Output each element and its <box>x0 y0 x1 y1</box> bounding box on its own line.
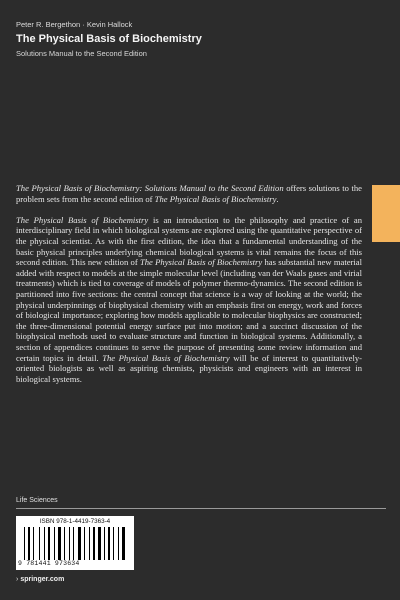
barcode-stripe <box>33 527 34 560</box>
barcode-stripe <box>41 527 43 560</box>
barcode-stripe <box>58 527 61 560</box>
barcode-stripe <box>48 527 50 560</box>
book-subtitle: Solutions Manual to the Second Edition <box>16 49 147 58</box>
barcode-stripe <box>84 527 85 560</box>
authors: Peter R. Bergethon · Kevin Hallock <box>16 20 133 29</box>
blurb-title-ref: The Physical Basis of Biochemistry <box>154 193 277 204</box>
barcode-stripe <box>78 527 81 560</box>
blurb-text: offers solutions to the problem sets from the second edition of <box>16 183 362 204</box>
blurb-paragraph-2 <box>16 215 362 385</box>
barcode-stripe <box>118 527 119 560</box>
blurb-title-ref: The Physical Basis of Biochemistry <box>139 257 263 268</box>
barcode-stripe <box>69 527 70 560</box>
barcode-stripe <box>64 527 65 560</box>
barcode-stripe <box>122 527 125 560</box>
subject-category: Life Sciences <box>16 497 58 504</box>
barcode-stripe <box>66 527 68 560</box>
publisher-link[interactable] <box>16 576 64 583</box>
book-title: The Physical Basis of Biochemistry <box>16 33 202 45</box>
barcode-stripe <box>75 527 77 560</box>
blurb-paragraph-1 <box>16 183 362 204</box>
barcode-icon <box>24 527 128 560</box>
barcode-stripe <box>86 527 88 560</box>
barcode-stripe <box>35 527 38 560</box>
barcode-stripe <box>51 527 53 560</box>
publisher-url: springer.com <box>20 576 65 583</box>
barcode-stripe <box>24 527 25 560</box>
barcode-stripe <box>115 527 117 560</box>
barcode-stripe <box>62 527 63 560</box>
barcode-stripe <box>31 527 32 560</box>
barcode-stripe <box>44 527 45 560</box>
barcode-stripe <box>71 527 72 560</box>
blurb <box>16 183 362 395</box>
barcode-stripe <box>96 527 97 560</box>
blurb-title-ref: The Physical Basis of Biochemistry <box>16 214 149 225</box>
barcode-stripe <box>89 527 90 560</box>
accent-tab <box>372 185 400 242</box>
blurb-text: has substantial new material added with respect to models at the simple molecular level (including van der Waals gases and virial treatments) which is tied to coverage of models of polymer thermo-dynamics. The second edition is partitioned into five sections: the central concept that science is a way of looking at the world; the physical underpinnings of biophysical chemistry with an emphasis first on energy, work and forces of biological importance; exploring how models applicable to molecular biophysics are constructed; the three-dimensional potential energy surface put into motion; and a succinct discussion of the biophysical methods used to evaluate structure and function in biological systems. Additionally, a section of appendices continues to serve the purpose of presenting some review information and certain topics in detail. <box>16 257 362 363</box>
barcode-digits: 9 781441 973634 <box>18 560 80 567</box>
blurb-text: is an introduction to the philosophy and practice of an interdisciplinary field in which biological systems are explored using the quantitative perspective of the physical scientist. As with the first edition, the idea that a fundamental understanding of the basic physical principles underlying chemical biological systems is vital remains the focus of this second edition. This new edition of <box>16 214 362 268</box>
barcode-stripe <box>82 527 83 560</box>
barcode-stripe <box>54 527 55 560</box>
barcode-stripe <box>91 527 92 560</box>
barcode-stripe <box>113 527 114 560</box>
barcode-stripe <box>108 527 110 560</box>
barcode-stripe <box>46 527 47 560</box>
barcode-stripe <box>102 527 103 560</box>
barcode-stripe <box>28 527 30 560</box>
barcode-stripe <box>26 527 27 560</box>
barcode-stripe <box>39 527 40 560</box>
blurb-text: . <box>276 193 279 204</box>
barcode-stripe <box>111 527 112 560</box>
blurb-text: will be of interest to quantitatively-oriented biologists as well as aspiring chemists, physicists and engineers with an interest in biological systems. <box>16 352 363 384</box>
barcode-stripe <box>106 527 107 560</box>
barcode-stripe <box>93 527 95 560</box>
chevron-right-icon: › <box>16 576 19 583</box>
barcode-stripe <box>73 527 74 560</box>
barcode-stripe <box>98 527 101 560</box>
blurb-title-ref: The Physical Basis of Biochemistry: Solutions Manual to the Second Edition <box>16 183 284 193</box>
barcode-stripe <box>104 527 105 560</box>
blurb-title-ref: The Physical Basis of Biochemistry <box>102 352 230 363</box>
isbn-label: ISBN 978-1-4419-7363-4 <box>39 518 111 525</box>
barcode-stripe <box>126 527 127 560</box>
barcode-stripe <box>120 527 121 560</box>
divider <box>16 508 386 509</box>
barcode-stripe <box>56 527 57 560</box>
isbn-barcode <box>16 516 134 570</box>
